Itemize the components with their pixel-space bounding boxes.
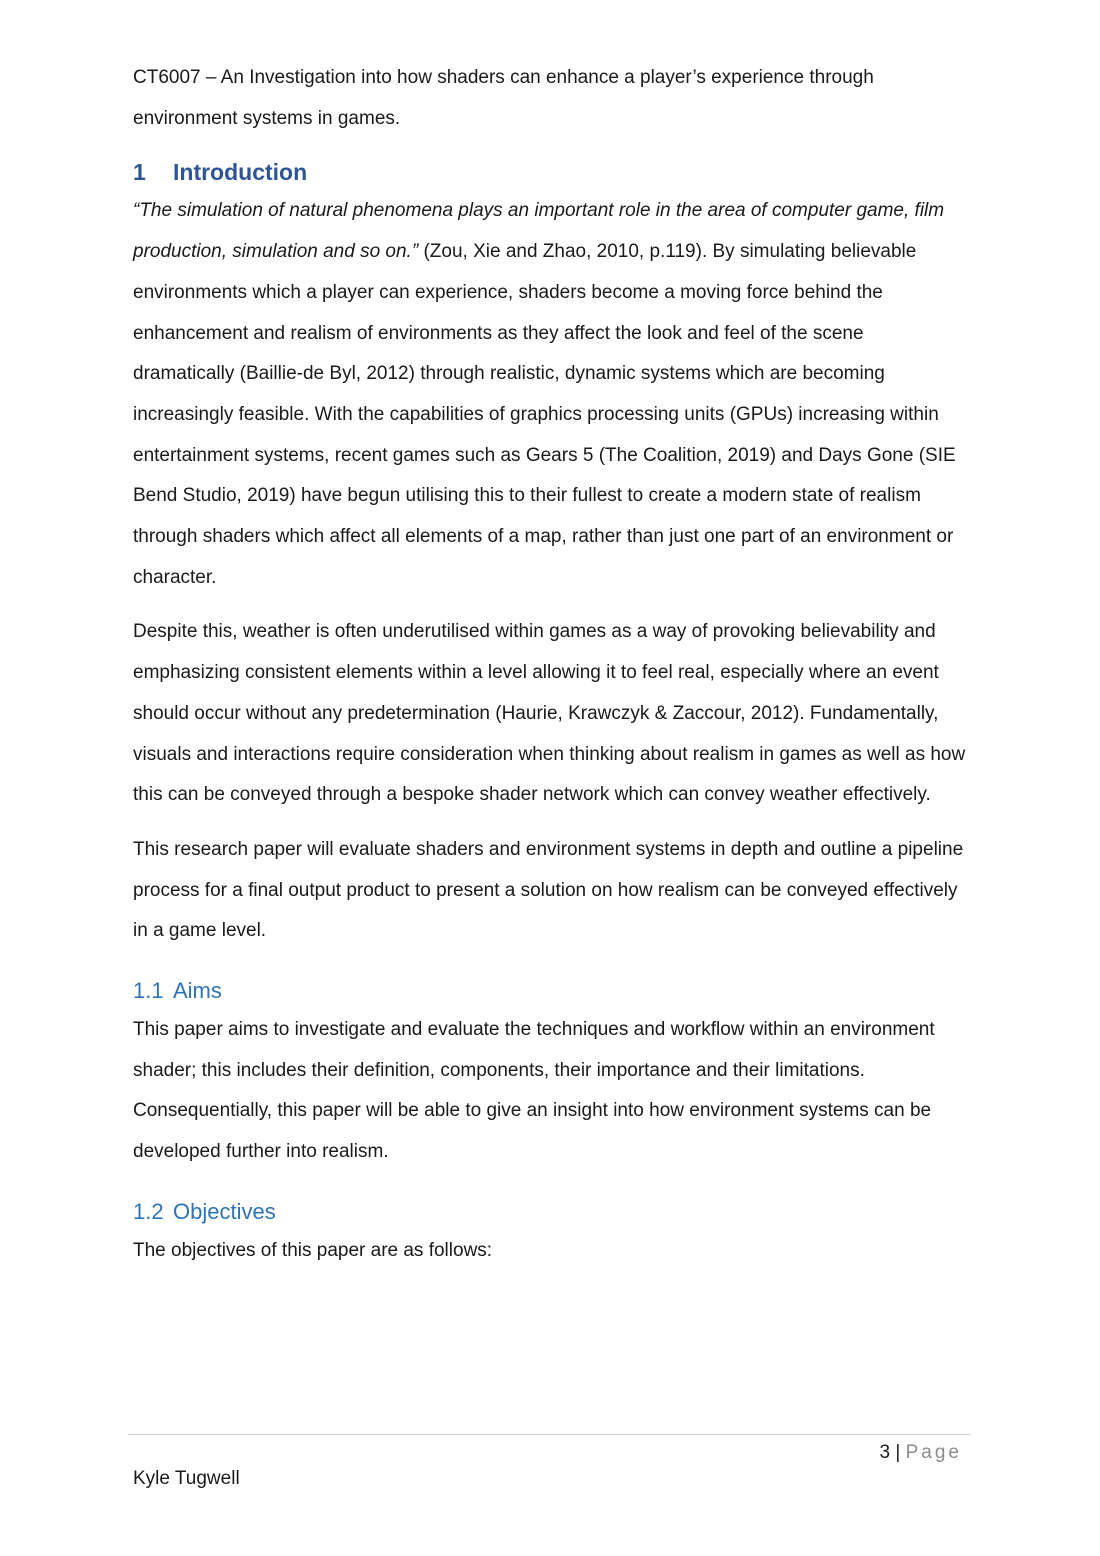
section-title: Introduction xyxy=(173,159,308,186)
subsection-number: 1.2 xyxy=(133,1198,164,1224)
intro-paragraph-1 xyxy=(133,191,968,598)
objectives-paragraph: The objectives of this paper are as follows: xyxy=(133,1239,493,1261)
page-number-value: 3 xyxy=(879,1442,891,1463)
section-number: 1 xyxy=(133,159,146,186)
section-heading-aims xyxy=(133,972,968,1010)
subsection-title: Objectives xyxy=(173,1198,276,1224)
page-number xyxy=(880,1440,962,1466)
intro-paragraph-3: This research paper will evaluate shaders and environment systems in depth and outline a pipeline process for a final output product to present a solution on how realism can be conveyed effectively in a game level. xyxy=(133,838,964,942)
section-heading-introduction xyxy=(133,153,968,191)
page-number-separator: | xyxy=(895,1442,901,1463)
page-content xyxy=(133,58,968,1272)
page-number-label: Page xyxy=(905,1442,962,1463)
intro-quote: “The simulation of natural phenomena plays an important role in the area of computer game, film production, simulation and so on.” xyxy=(133,200,945,263)
document-title: CT6007 – An Investigation into how shaders can enhance a player’s experience through environment systems in games. xyxy=(133,67,874,129)
footer-divider xyxy=(128,1434,970,1435)
section-heading-objectives xyxy=(133,1193,968,1231)
intro-paragraph-2: Despite this, weather is often underutilised within games as a way of provoking believability and emphasizing consistent elements within a level allowing it to feel real, especially where an event should occur without any predetermination (Haurie, Krawczyk & Zaccour, 2012). Fundamentally, visuals and interactions require consideration when thinking about realism in games as well as how this can be conveyed through a bespoke shader network which can convey weather effectively. xyxy=(133,621,966,806)
aims-paragraph: This paper aims to investigate and evaluate the techniques and workflow within an environment shader; this includes their definition, components, their importance and their limitations. Consequentially, this paper will be able to give an insight into how environment systems can be developed further into realism. xyxy=(133,1019,935,1163)
intro-paragraph-1-text: (Zou, Xie and Zhao, 2010, p.119). By simulating believable environments which a player can experience, shaders become a moving force behind the enhancement and realism of environments as they affect the look and feel of the scene dramatically (Baillie-de Byl, 2012) through realistic, dynamic systems which are becoming increasingly feasible. With the capabilities of graphics processing units (GPUs) increasing within entertainment systems, recent games such as Gears 5 (The Coalition, 2019) and Days Gone (SIE Bend Studio, 2019) have begun utilising this to their fullest to create a modern state of realism through shaders which affect all elements of a map, rather than just one part of an environment or character. xyxy=(133,241,956,588)
subsection-title: Aims xyxy=(173,978,222,1004)
subsection-number: 1.1 xyxy=(133,978,164,1004)
footer-author: Kyle Tugwell xyxy=(133,1468,240,1489)
